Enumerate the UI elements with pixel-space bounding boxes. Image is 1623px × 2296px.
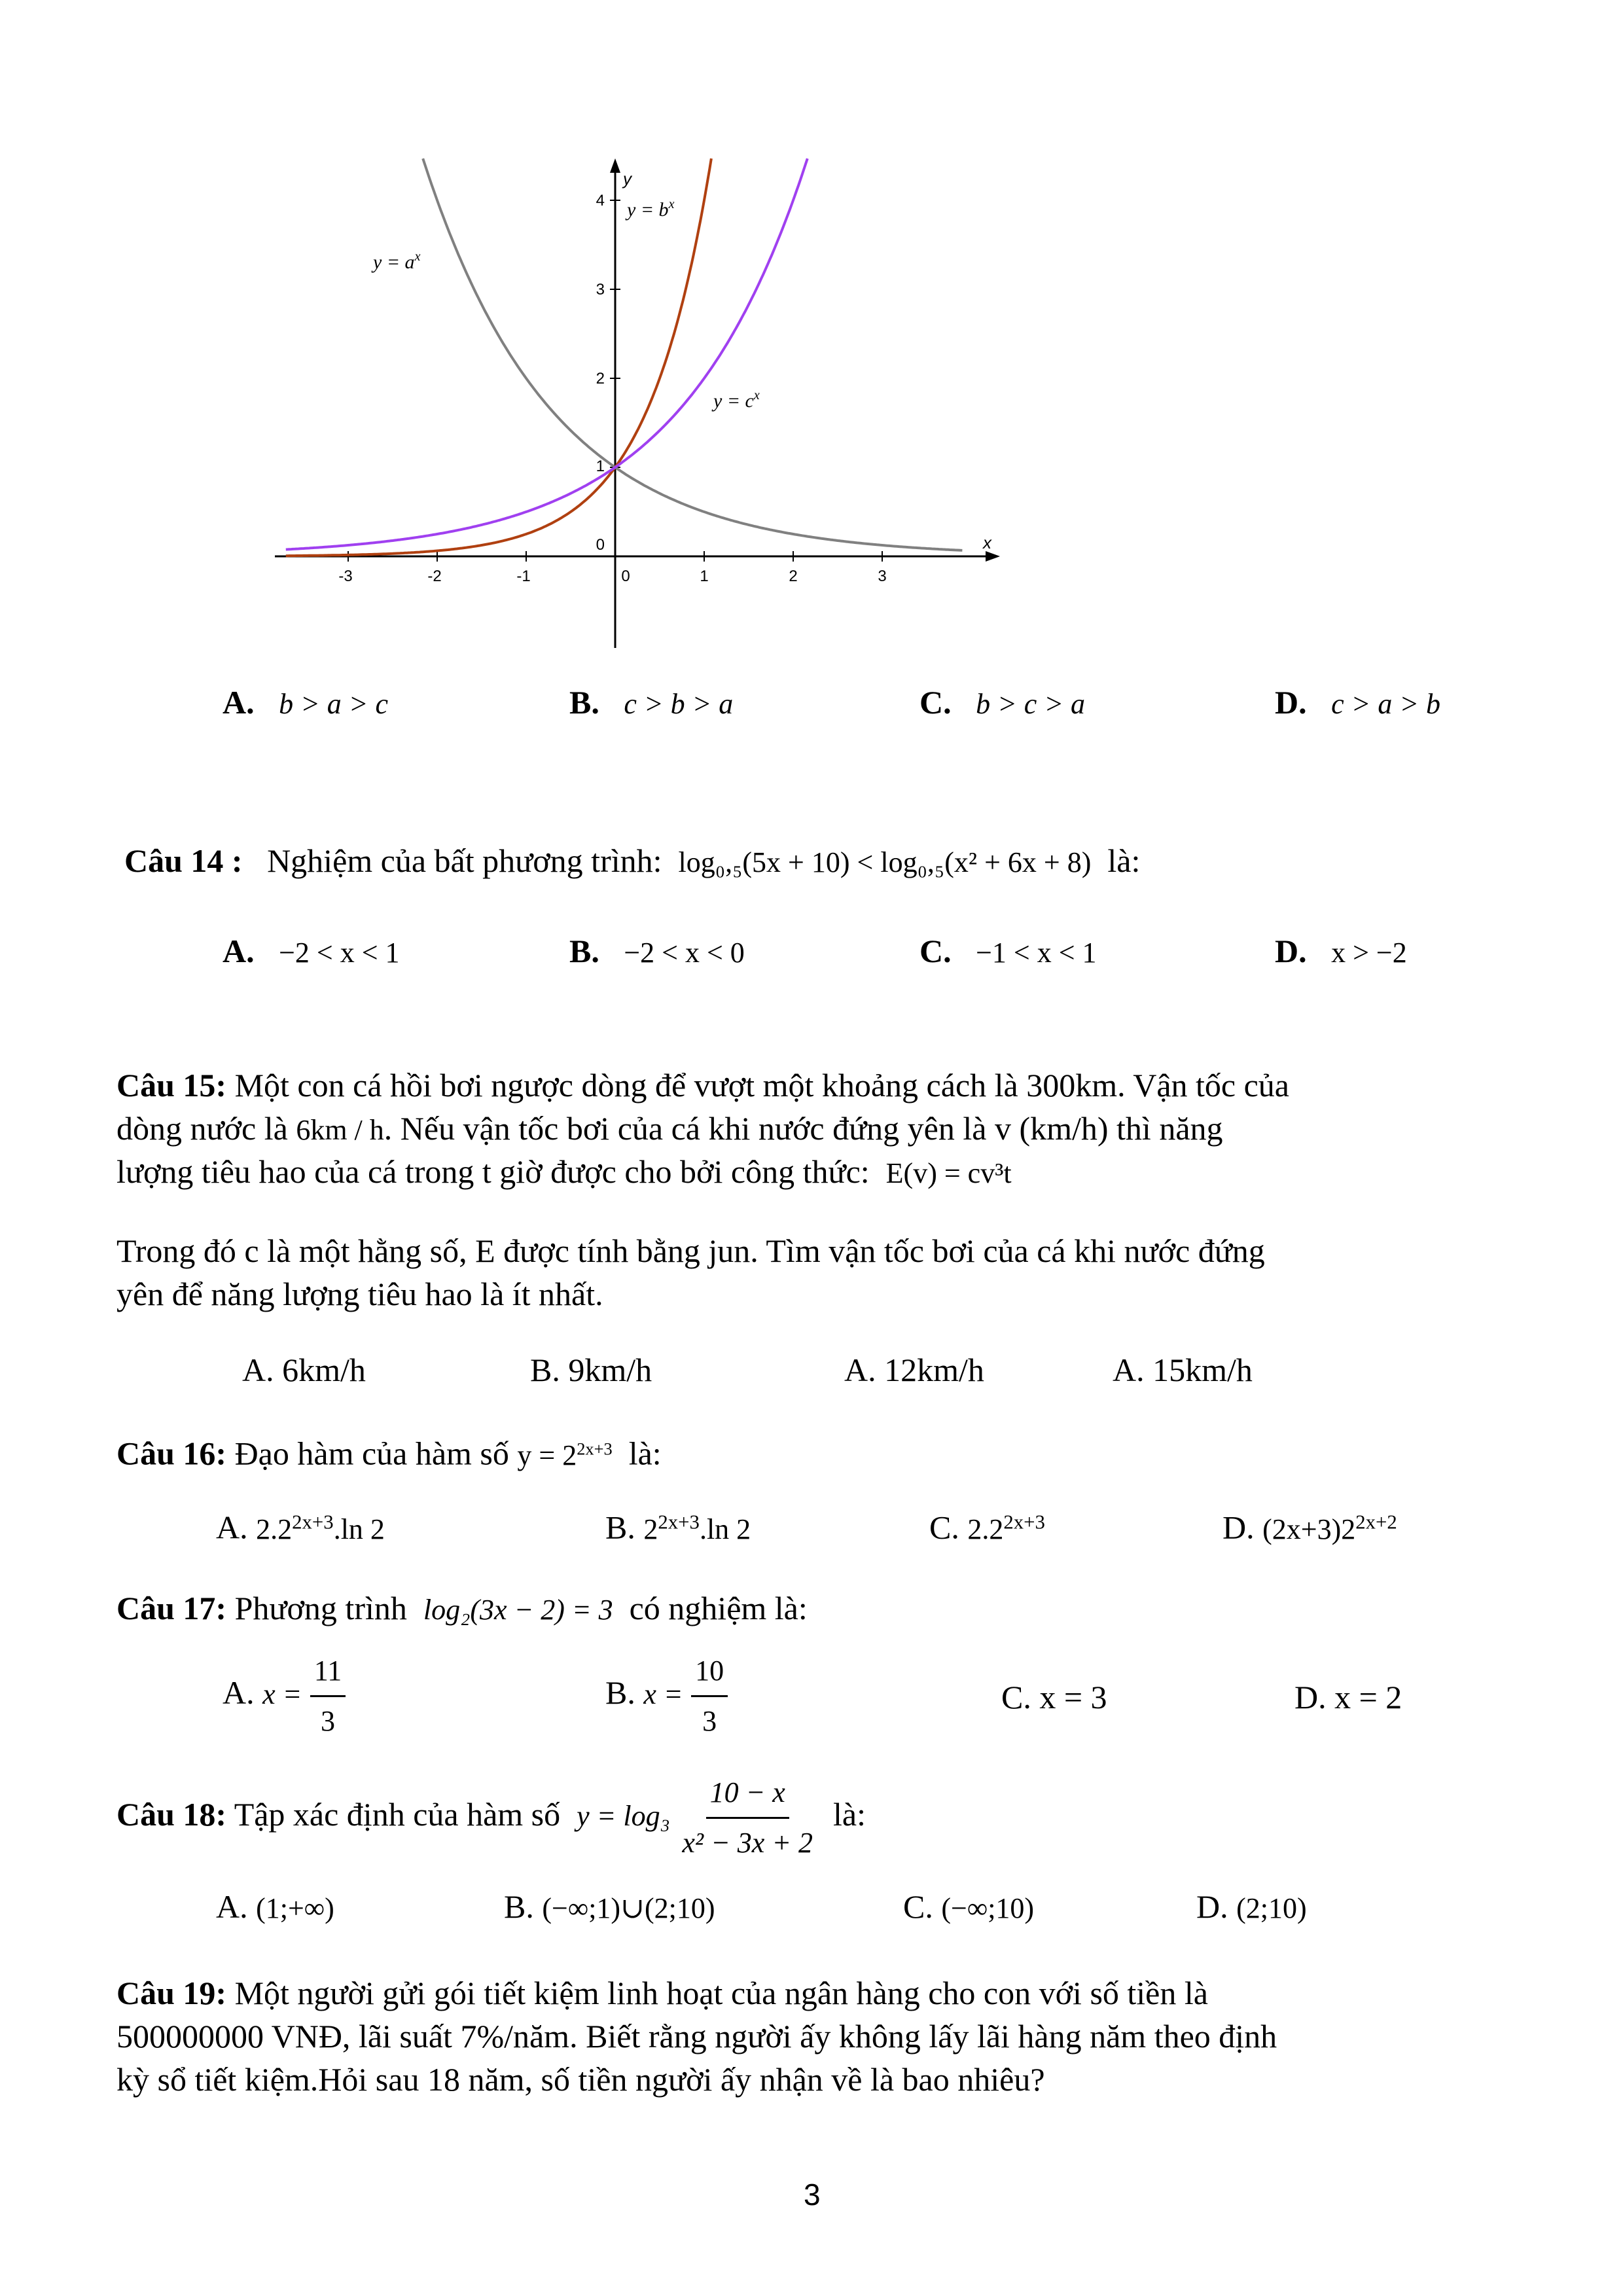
y-ticks	[596, 192, 620, 554]
q16-option-a: A. $2.2^{2x+3}.\ln$ 2	[216, 1509, 385, 1546]
q14-option-d: D. x > −2	[1275, 933, 1407, 969]
q16-option-b: B. $2^{2x+3}.\ln$ 2	[605, 1509, 751, 1546]
y-axis-arrow	[610, 158, 620, 173]
q17-option-c: C. x = 3	[1001, 1679, 1107, 1715]
q15-option-1: A. 6km/h	[242, 1352, 366, 1388]
q18-stem: Câu 18: Tập xác định của hàm số y = log₃ $\frac{10 - x}{\text{x² − 3x + 2}}$ là:	[116, 1771, 866, 1865]
q13-option-c: C. b > c > a	[919, 684, 1086, 721]
y-tick-label: 4	[596, 192, 605, 209]
q15-option-3: A. 12km/h	[844, 1352, 984, 1388]
curve-a	[423, 158, 962, 550]
q17-stem: Câu 17: Phương trình log₂(3x − 2) = 3 có nghiệm là:	[116, 1590, 808, 1626]
q16-stem: Câu 16: Đạo hàm của hàm số $y = 2^{2x+3}$ là:	[116, 1435, 662, 1472]
curve-b-label: $y = b^x$	[627, 197, 675, 221]
curve-a-label: $y = a^x$	[373, 249, 421, 273]
q18-option-d: D. (2;10)	[1196, 1888, 1307, 1925]
curve-c-label: $y = c^x$	[713, 388, 760, 412]
x-tick-label: -3	[338, 567, 353, 585]
x-tick-label: 0	[621, 567, 630, 585]
q15-line-5: yên để năng lượng tiêu hao là ít nhất.	[116, 1276, 603, 1312]
q19-line-1: Câu 19: Một người gửi gói tiết kiệm linh hoạt của ngân hàng cho con với số tiền là	[116, 1975, 1208, 2011]
q17-option-b: B. x = $\frac{10}{3}$	[605, 1649, 728, 1743]
q16-option-d: D. $(2x+3)2^{2x+2}$	[1222, 1509, 1397, 1546]
x-tick-label: 3	[878, 567, 887, 585]
q14-option-c: C. −1 < x < 1	[919, 933, 1097, 969]
y-axis-label: y	[623, 169, 632, 188]
q15-line-4: Trong đó c là một hằng số, E được tính bằng jun. Tìm vận tốc bơi của cá khi nước đứng	[116, 1232, 1265, 1269]
q13-option-a: A. b > a > c	[223, 684, 389, 721]
q18-option-b: B. (−∞;1)∪(2;10)	[504, 1888, 715, 1925]
y-tick-label: 1	[596, 457, 605, 475]
q15-line-3: lượng tiêu hao của cá trong t giờ được cho bởi công thức: E(v) = cv³t	[116, 1153, 1012, 1190]
q19-line-3: kỳ sổ tiết kiệm.Hỏi sau 18 năm, số tiền người ấy nhận về là bao nhiêu?	[116, 2061, 1045, 2098]
x-tick-label: 1	[700, 567, 709, 585]
y-tick-label: 3	[596, 281, 605, 298]
q18-option-a: A. (1;+∞)	[216, 1888, 334, 1925]
q15-option-2: B. 9km/h	[530, 1352, 652, 1388]
x-axis-label: x	[983, 533, 991, 552]
q13-option-d: D. c > a > b	[1275, 684, 1441, 721]
q17-option-a: A. x = $\frac{11}{3}$	[223, 1649, 346, 1743]
x-tick-label: -1	[516, 567, 531, 585]
y-tick-label: 2	[596, 370, 605, 387]
q16-option-c: C. $2.2^{2x+3}$	[929, 1509, 1045, 1546]
q14-option-b: B. −2 < x < 0	[569, 933, 745, 969]
q14-option-a: A. −2 < x < 1	[223, 933, 400, 969]
x-axis-arrow	[986, 551, 1000, 562]
q14-stem: Câu 14 : Nghiệm của bất phương trình: log₀,₅(5x + 10) < log₀,₅(x² + 6x + 8) là:	[124, 842, 1141, 879]
q17-option-d: D. x = 2	[1294, 1679, 1402, 1715]
x-tick-label: 2	[789, 567, 798, 585]
q15-line-2: dòng nước là 6km / h. Nếu vận tốc bơi của cá khi nước đứng yên là v (km/h) thì năng	[116, 1110, 1223, 1147]
q15-option-4: A. 15km/h	[1113, 1352, 1253, 1388]
x-tick-label: -2	[427, 567, 442, 585]
q18-option-c: C. (−∞;10)	[903, 1888, 1035, 1925]
curve-c	[286, 158, 808, 549]
q19-line-2: 500000000 VNĐ, lãi suất 7%/năm. Biết rằng người ấy không lấy lãi hàng năm theo định	[116, 2018, 1277, 2054]
page-number: 3	[804, 2178, 821, 2212]
y-tick-label: 0	[596, 536, 605, 554]
q15-line-1: Câu 15: Một con cá hồi bơi ngược dòng để vượt một khoảng cách là 300km. Vận tốc của	[116, 1067, 1289, 1103]
q13-option-b: B. c > b > a	[569, 684, 734, 721]
exponential-graph	[275, 151, 1008, 661]
